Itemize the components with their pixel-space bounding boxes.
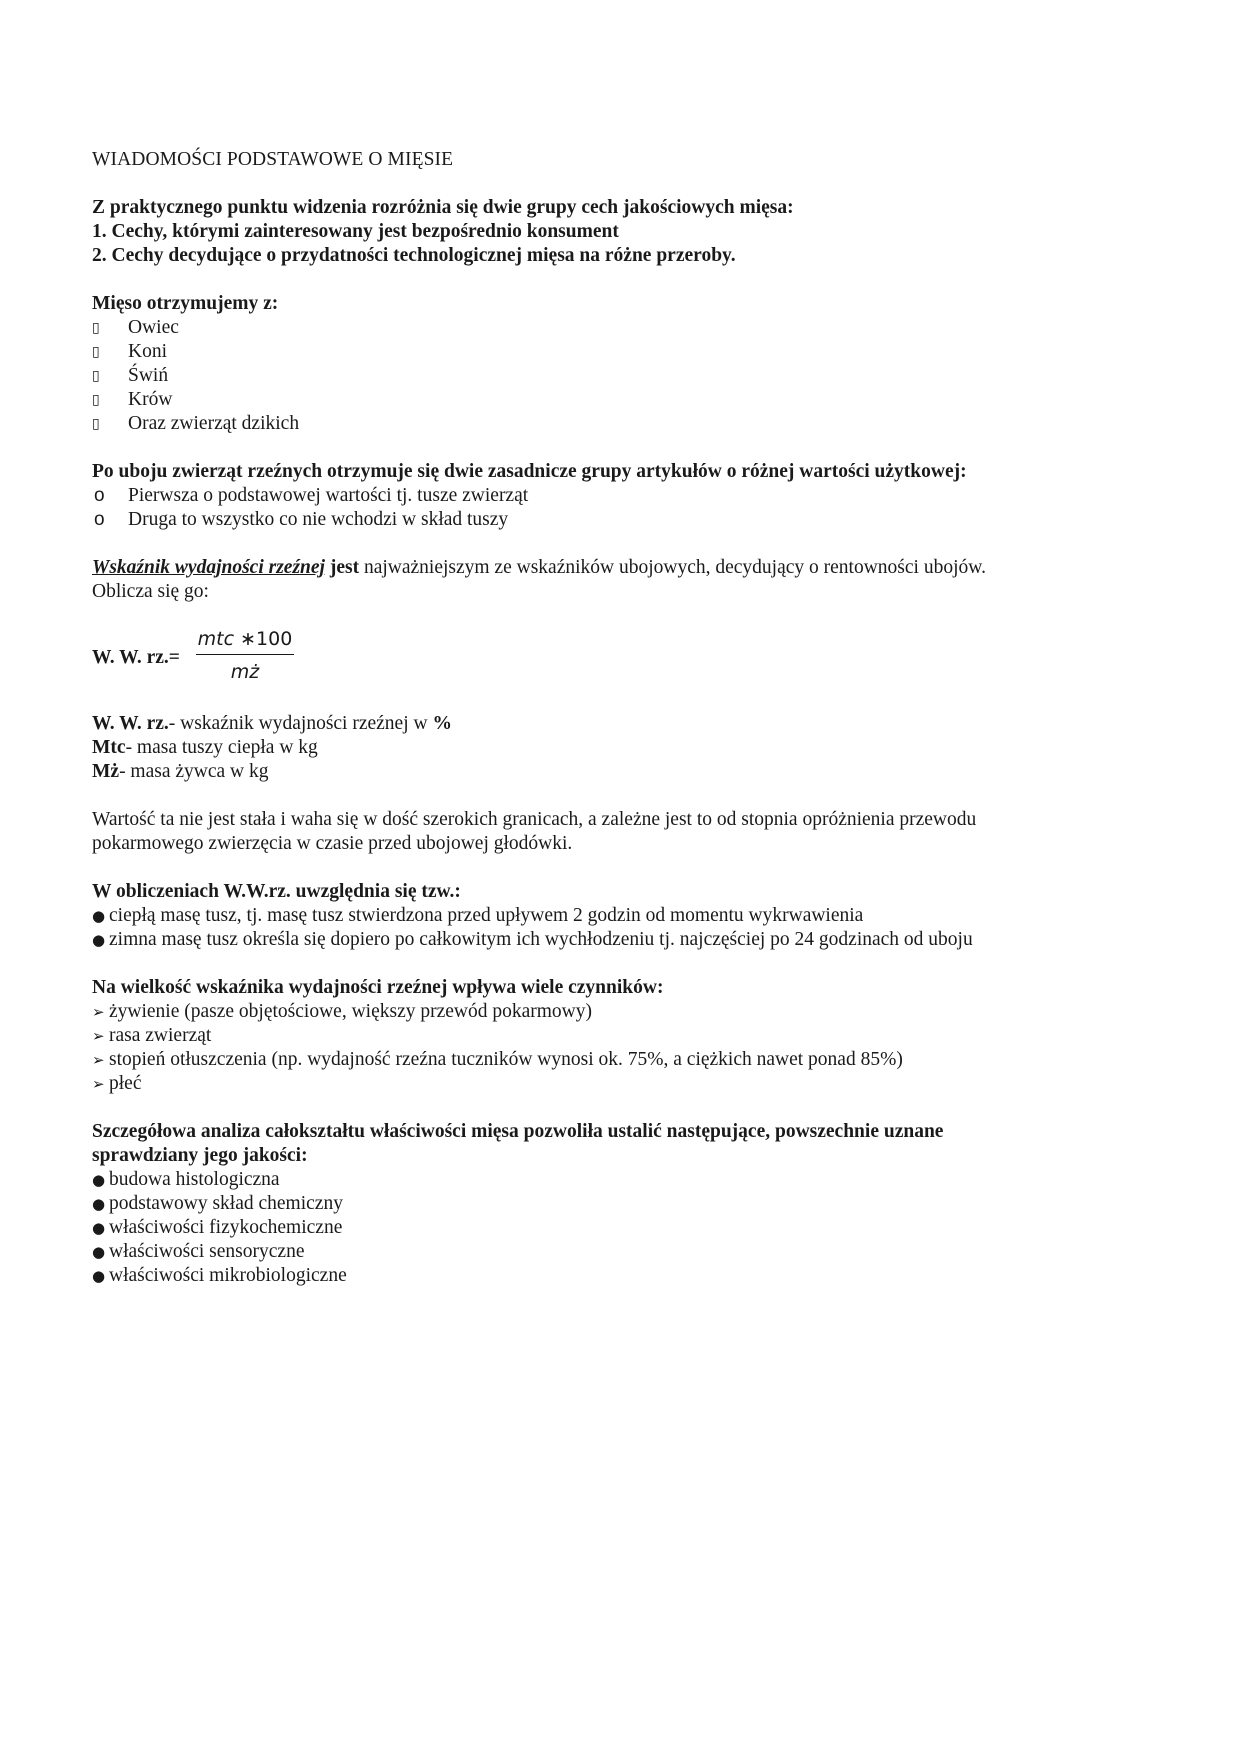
intro-item-1: 1. Cechy, którymi zainteresowany jest bezpośrednio konsument	[92, 221, 619, 242]
indicator-term: Wskaźnik wydajności rzeźnej	[92, 557, 325, 578]
intro-item-2: 2. Cechy decydujące o przydatności technologicznej mięsa na różne przeroby.	[92, 245, 736, 266]
legend-unit: %	[432, 713, 452, 734]
indicator-term-suffix: jest	[324, 557, 360, 578]
list-item	[92, 508, 1092, 532]
list-item	[92, 1072, 1092, 1096]
list-item-text: zimna masę tusz określa się dopiero po całkowitym ich wychłodzeniu tj. najczęściej po 24 godzinach od uboju	[109, 929, 973, 950]
square-bullet-icon: ▯	[92, 344, 100, 360]
factors-section	[92, 976, 1092, 1096]
factors-list	[92, 1000, 1092, 1096]
list-item	[92, 388, 1092, 412]
list-item-text: Krów	[128, 389, 173, 410]
formula-denominator: mż	[230, 661, 260, 683]
bullet-dot-icon: ●	[92, 1219, 106, 1237]
list-item	[92, 1024, 1092, 1048]
list-item	[92, 904, 1092, 928]
list-item-text: żywienie (pasze objętościowe, większy przewód pokarmowy)	[109, 1001, 592, 1022]
formula-numerator-var: mtc	[197, 628, 235, 650]
sources-section	[92, 292, 1092, 436]
sources-heading: Mięso otrzymujemy z:	[92, 293, 279, 314]
arrow-bullet-icon: ➢	[92, 1075, 105, 1093]
legend-text: - masa tuszy ciepła w kg	[125, 737, 318, 758]
circle-bullet-icon: o	[94, 509, 105, 530]
document-body	[92, 148, 1092, 1288]
list-item	[92, 1000, 1092, 1024]
list-item-text: budowa histologiczna	[109, 1169, 280, 1190]
list-item	[92, 412, 1092, 436]
analysis-heading: Szczegółowa analiza całokształtu właściwości mięsa pozwoliła ustalić następujące, powszechnie uznane sprawdziany jego jakości:	[92, 1121, 944, 1166]
list-item-text: stopień otłuszczenia (np. wydajność rzeźna tuczników wynosi ok. 75%, a ciężkich nawet ponad 85%)	[109, 1049, 903, 1070]
arrow-bullet-icon: ➢	[92, 1003, 105, 1021]
list-item-text: właściwości mikrobiologiczne	[109, 1265, 347, 1286]
legend-text: - wskaźnik wydajności rzeźnej w	[168, 713, 433, 734]
sources-list	[92, 316, 1092, 436]
square-bullet-icon: ▯	[92, 416, 100, 432]
list-item-text: podstawowy skład chemiczny	[109, 1193, 343, 1214]
document-title: WIADOMOŚCI PODSTAWOWE O MIĘSIE	[92, 149, 454, 170]
legend-symbol: Mtc	[92, 737, 126, 758]
bullet-dot-icon: ●	[92, 931, 106, 949]
list-item	[92, 316, 1092, 340]
intro-section	[92, 196, 1092, 268]
variation-paragraph: Wartość ta nie jest stała i waha się w dość szerokich granicach, a zależne jest to od stopnia opróżnienia przewodu pokarmowego zwierzęcia w czasie przed ubojowej głodówki.	[92, 809, 977, 854]
formula-fraction	[196, 626, 294, 685]
calc-list	[92, 904, 1092, 952]
analysis-section	[92, 1120, 1092, 1288]
list-item-text: Pierwsza o podstawowej wartości tj. tusze zwierząt	[128, 485, 529, 506]
intro-lead: Z praktycznego punktu widzenia rozróżnia się dwie grupy cech jakościowych mięsa:	[92, 197, 794, 218]
arrow-bullet-icon: ➢	[92, 1027, 105, 1045]
circle-bullet-icon: o	[94, 485, 105, 506]
legend-row	[92, 736, 1092, 760]
legend-row	[92, 760, 1092, 784]
list-item-text: Oraz zwierząt dzikich	[128, 413, 300, 434]
list-item-text: Owiec	[128, 317, 179, 338]
fraction-bar	[196, 654, 294, 655]
analysis-list	[92, 1168, 1092, 1288]
square-bullet-icon: ▯	[92, 392, 100, 408]
list-item	[92, 1168, 1092, 1192]
calc-heading: W obliczeniach W.W.rz. uwzględnia się tzw.:	[92, 881, 461, 902]
list-item	[92, 1240, 1092, 1264]
slaughter-section	[92, 460, 1092, 532]
list-item	[92, 928, 1092, 952]
legend-symbol: W. W. rz.	[92, 713, 169, 734]
formula-numerator	[196, 626, 294, 652]
indicator-definition	[92, 556, 1092, 580]
bullet-dot-icon: ●	[92, 1195, 106, 1213]
list-item-text: Koni	[128, 341, 167, 362]
arrow-bullet-icon: ➢	[92, 1051, 105, 1069]
formula-lhs: W. W. rz.=	[92, 647, 180, 668]
list-item	[92, 484, 1092, 508]
list-item	[92, 1048, 1092, 1072]
indicator-section	[92, 556, 1092, 604]
square-bullet-icon: ▯	[92, 368, 100, 384]
bullet-dot-icon: ●	[92, 1243, 106, 1261]
list-item-text: właściwości sensoryczne	[109, 1241, 305, 1262]
slaughter-list	[92, 484, 1092, 532]
formula-numerator-op: ∗100	[234, 628, 293, 650]
formula	[92, 626, 1092, 690]
factors-heading: Na wielkość wskaźnika wydajności rzeźnej wpływa wiele czynników:	[92, 977, 664, 998]
list-item	[92, 340, 1092, 364]
bullet-dot-icon: ●	[92, 1267, 106, 1285]
list-item	[92, 364, 1092, 388]
list-item	[92, 1216, 1092, 1240]
legend-text: - masa żywca w kg	[119, 761, 269, 782]
calc-section	[92, 880, 1092, 952]
slaughter-heading: Po uboju zwierząt rzeźnych otrzymuje się dwie zasadnicze grupy artykułów o różnej wartości użytkowej:	[92, 461, 967, 482]
indicator-line2: Oblicza się go:	[92, 581, 209, 602]
list-item-text: Świń	[128, 365, 169, 386]
bullet-dot-icon: ●	[92, 1171, 106, 1189]
list-item	[92, 1264, 1092, 1288]
list-item-text: Druga to wszystko co nie wchodzi w skład tuszy	[128, 509, 509, 530]
bullet-dot-icon: ●	[92, 907, 106, 925]
list-item	[92, 1192, 1092, 1216]
legend-row	[92, 712, 1092, 736]
list-item-text: rasa zwierząt	[109, 1025, 212, 1046]
list-item-text: płeć	[109, 1073, 142, 1094]
legend-section	[92, 712, 1092, 784]
list-item-text: właściwości fizykochemiczne	[109, 1217, 343, 1238]
legend-symbol: Mż	[92, 761, 120, 782]
indicator-rest: najważniejszym ze wskaźników ubojowych, decydujący o rentowności ubojów.	[359, 557, 986, 578]
square-bullet-icon: ▯	[92, 320, 100, 336]
list-item-text: ciepłą masę tusz, tj. masę tusz stwierdzona przed upływem 2 godzin od momentu wykrwawienia	[109, 905, 864, 926]
